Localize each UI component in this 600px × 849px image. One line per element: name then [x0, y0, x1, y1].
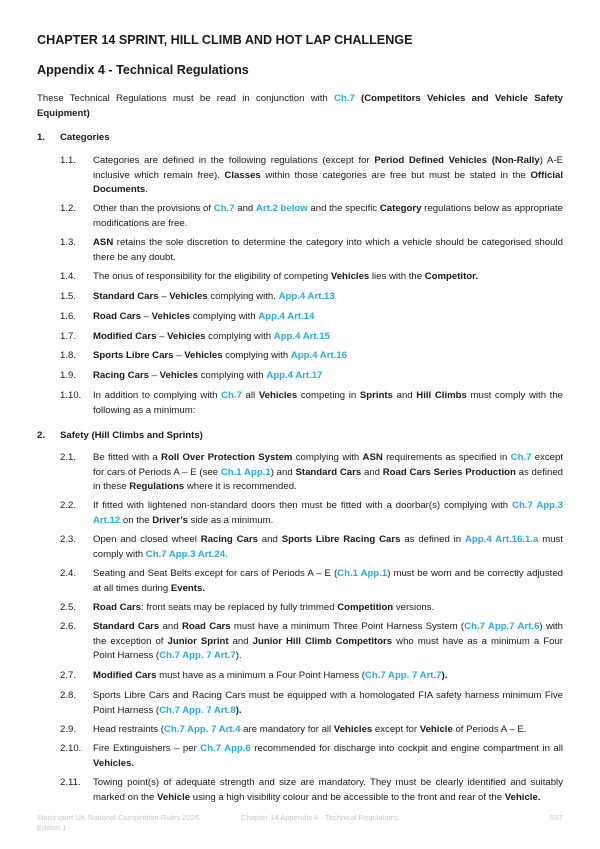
link-app4-art15[interactable]: App.4 Art.15	[273, 331, 330, 342]
section-title: Safety (Hill Climbs and Sprints)	[60, 430, 203, 441]
footer-rulebook-title: Motorsport UK National Competition Rules 2026	[37, 813, 200, 822]
clause-text: Head restraints (Ch.7 App. 7 Art.4 are mandatory for all Vehicles except for Vehicle of Periods A – E.	[93, 724, 527, 735]
clause-text: Sports Libre Cars and Racing Cars must be equipped with a homologated FIA safety harness minimum Five Point Harness (Ch.7 App. 7 Art.8).	[93, 690, 563, 716]
footer-edition: Edition 1	[37, 823, 67, 832]
link-app4-art16[interactable]: App.4 Art.16	[290, 350, 347, 361]
clause-number: 1.3.	[60, 237, 77, 248]
link-app4-art16-1-a[interactable]: App.4 Art.16.1.a	[465, 534, 539, 545]
link-ch7-app3-art12[interactable]: Ch.7 App.3 Art.12	[93, 500, 563, 526]
link-app4-art13[interactable]: App.4 Art.13	[278, 291, 335, 302]
link-ch7[interactable]: Ch.7	[213, 203, 235, 214]
clause-number: 2.5.	[60, 602, 77, 613]
clause-text: Standard Cars and Road Cars must have a minimum Three Point Harness System (Ch.7 App.7 Art.6) with the exception of Junior Sprint and Junior Hill Climb Competitors who must have as a minimum a Four Point Harness (Ch.7 App. 7 Art.7).	[93, 621, 563, 661]
clause-text: ASN retains the sole discretion to determine the category into which a vehicle should be categorised should there be any doubt.	[93, 237, 563, 263]
clause-number: 1.7.	[60, 331, 77, 342]
link-ch7-app7-art7[interactable]: Ch.7 App. 7 Art.7	[364, 670, 442, 681]
clause-text: Sports Libre Cars – Vehicles complying with App.4 Art.16	[93, 350, 347, 361]
clause-number: 1.4.	[60, 271, 77, 282]
link-app4-art14[interactable]: App.4 Art.14	[258, 311, 315, 322]
intro-bold: (Competitors Vehicles and Vehicle Safety Equipment)	[37, 93, 564, 119]
clause-number: 1.1.	[60, 155, 77, 166]
link-ch1-app1[interactable]: Ch.1 App.1	[220, 466, 271, 478]
clause-text: Road Cars – Vehicles complying with App.4 Art.14	[93, 311, 315, 322]
link-ch7[interactable]: Ch.7	[510, 452, 532, 463]
clause-text: Seating and Seat Belts except for cars of Periods A – E (Ch.1 App.1) must be worn and be correctly adjusted at all times during Events.	[93, 568, 564, 594]
link-ch7-app3-art24[interactable]: Ch.7 App.3 Art.24.	[145, 548, 228, 560]
intro-text: These Technical Regulations must be read in conjunction with	[37, 93, 334, 104]
clause-text: In addition to complying with Ch.7 all Vehicles competing in Sprints and Hill Climbs must comply with the following as a minimum:	[93, 390, 564, 416]
link-ch7[interactable]: Ch.7	[221, 390, 242, 401]
clause-text: If fitted with lightened non-standard doors then must be fitted with a doorbar(s) complying with Ch.7 App.3 Art.12 on the Driver’s side as a minimum.	[93, 500, 563, 526]
section-title: Categories	[60, 132, 110, 143]
link-ch7-app7-art6[interactable]: Ch.7 App.7 Art.6	[464, 621, 540, 632]
clause-number: 2.1.	[60, 452, 77, 463]
section-number: 2.	[37, 430, 46, 441]
clause-number: 1.9.	[60, 370, 77, 381]
clause-number: 2.7.	[60, 670, 77, 681]
clause-number: 1.10.	[60, 390, 82, 401]
clause-text: Modified Cars – Vehicles complying with App.4 Art.15	[93, 331, 330, 342]
link-ch7-app7-art8[interactable]: Ch.7 App. 7 Art.8	[159, 704, 236, 716]
section-number: 1.	[37, 132, 46, 143]
clause-number: 2.11.	[60, 777, 81, 788]
intro-paragraph	[37, 92, 563, 121]
clause-text: The onus of responsibility for the eligibility of competing Vehicles lies with the Competitor.	[93, 271, 479, 282]
footer-chapter: Chapter 14 Appendix 4 - Technical Regulations	[241, 813, 399, 822]
clause-text: Other than the provisions of Ch.7 and Art.2 below and the specific Category regulations below as appropriate modifications are free.	[93, 203, 563, 229]
link-ch7[interactable]: Ch.7	[334, 93, 355, 104]
clause-number: 1.6.	[60, 311, 77, 322]
clause-number: 2.4.	[60, 568, 77, 579]
link-art2-below[interactable]: Art.2 below	[255, 203, 308, 214]
clause-text: Road Cars: front seats may be replaced by fully trimmed Competition versions.	[93, 602, 435, 613]
clause-text: Racing Cars – Vehicles complying with App.4 Art.17	[93, 370, 323, 381]
clause-number: 2.6.	[60, 621, 77, 632]
clause-number: 1.2.	[60, 203, 77, 214]
clause-number: 1.5.	[60, 291, 77, 302]
section-heading-safety	[37, 430, 203, 441]
section-heading-categories	[37, 132, 110, 143]
clause-number: 2.9.	[60, 724, 77, 735]
clause-number: 2.8.	[60, 690, 77, 701]
clause-text: Modified Cars must have as a minimum a Four Point Harness (Ch.7 App. 7 Art.7).	[93, 670, 448, 681]
link-ch7-app6[interactable]: Ch.7 App.6	[200, 743, 251, 754]
link-app4-art17[interactable]: App.4 Art.17	[266, 370, 323, 381]
clause-number: 2.2.	[60, 500, 77, 511]
link-ch7-app7-art7[interactable]: Ch.7 App. 7 Art.7	[159, 650, 236, 661]
clause-text: Open and closed wheel Racing Cars and Sports Libre Racing Cars as defined in App.4 Art.16.1.a must comply with Ch.7 App.3 Art.24.	[93, 534, 564, 560]
clause-text: Standard Cars – Vehicles complying with. App.4 Art.13	[93, 291, 335, 302]
clause-number: 2.10.	[60, 743, 82, 754]
footer-publication	[37, 813, 199, 833]
clause-text: Towing point(s) of adequate strength and size are mandatory. They must be clearly identified and suitably marked on the Vehicle using a high visibility colour and be accessible to the front and rear of the Vehicle.	[93, 777, 563, 803]
clause-number: 1.8.	[60, 350, 77, 361]
appendix-title: Appendix 4 - Technical Regulations	[37, 63, 249, 77]
clause-text: Fire Extinguishers – per Ch.7 App.6 recommended for discharge into cockpit and engine compartment in all Vehicles.	[93, 743, 564, 769]
link-ch7-app7-art4[interactable]: Ch.7 App. 7 Art.4	[163, 724, 241, 735]
clause-text: Categories are defined in the following regulations (except for Period Defined Vehicles (Non-Rally) A-E inclusive which remain free). Classes within those categories are free but must be stated in the Official Documents.	[93, 155, 563, 195]
chapter-title: CHAPTER 14 SPRINT, HILL CLIMB AND HOT LAP CHALLENGE	[37, 33, 413, 47]
footer-page-number: 537	[550, 813, 563, 822]
link-ch1-app1[interactable]: Ch.1 App.1	[337, 568, 388, 579]
clause-text: Be fitted with a Roll Over Protection System complying with ASN requirements as specified in Ch.7 except for cars of Periods A – E (see Ch.1 App.1) and Standard Cars and Road Cars Series Production as defined in these Regulations where it is recommended.	[93, 452, 564, 492]
clause-number: 2.3.	[60, 534, 77, 545]
